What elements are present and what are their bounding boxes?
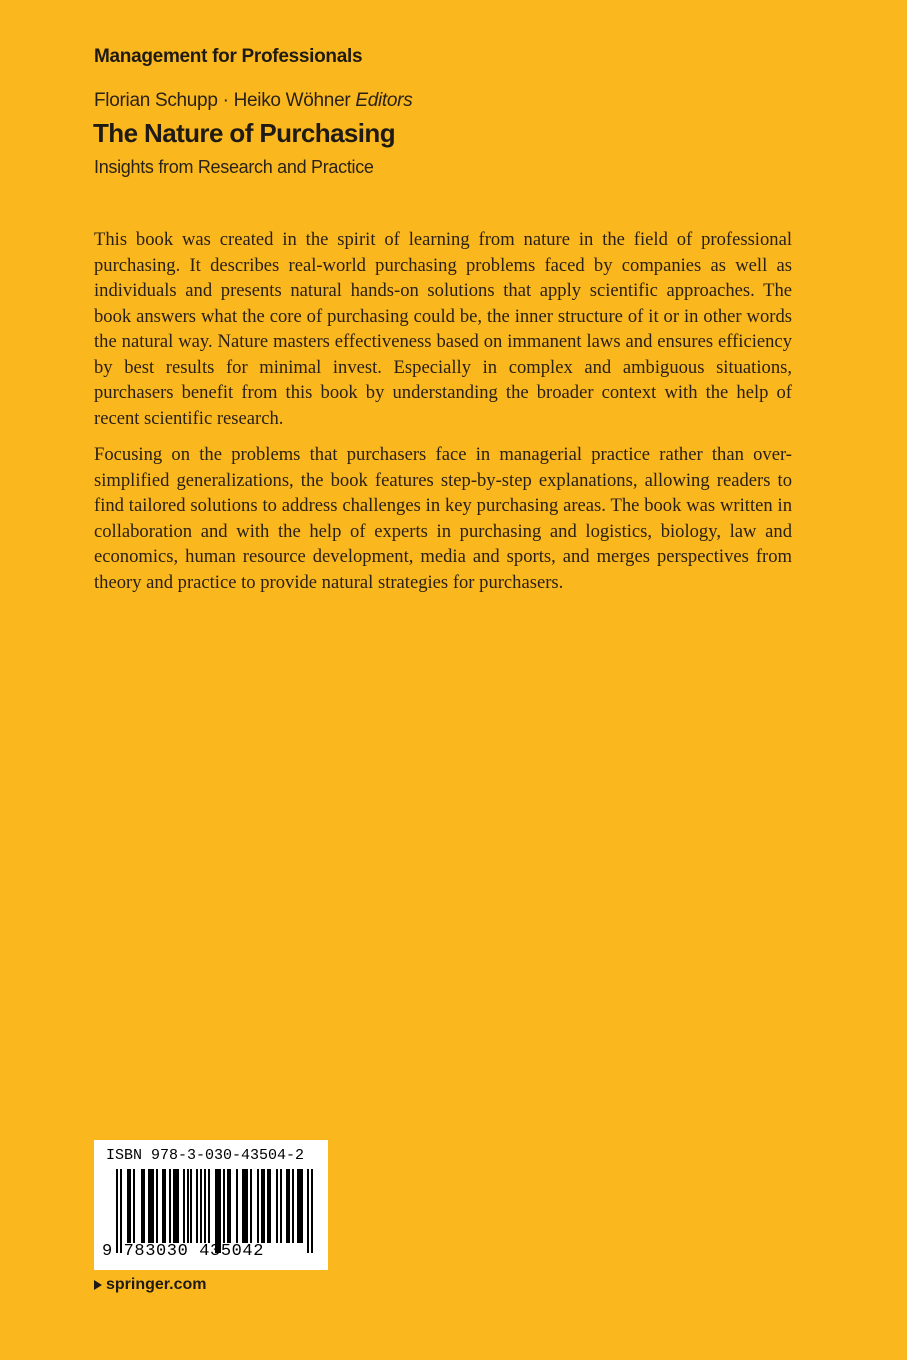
barcode-bar xyxy=(164,1169,166,1243)
description-paragraph: This book was created in the spirit of learning from nature in the field of professional purchasing. It describes real-world purchasing problems faced by companies as well as individuals and presents natural hands-on solutions that apply scientific approaches. The book answers what the core of purchasing could be, the inner structure of it or in other words the natural way. Nature masters effectiveness based on immanent laws and ensures efficiency by best results for minimal invest. Especially in complex and ambiguous situations, purchasers benefit from this book by understanding the broader context with the help of recent scientific research. xyxy=(94,229,792,429)
barcode-bar xyxy=(208,1169,210,1243)
barcode-bar xyxy=(223,1169,225,1243)
barcode-bar xyxy=(307,1169,309,1253)
barcode-bar xyxy=(200,1169,202,1243)
barcode-bar xyxy=(219,1169,221,1253)
editor-role: Editors xyxy=(355,90,413,111)
publisher-link[interactable] xyxy=(94,1276,206,1294)
isbn-label: ISBN 978-3-030-43504-2 xyxy=(106,1147,305,1164)
barcode-bar xyxy=(280,1169,282,1243)
description-paragraph: Focusing on the problems that purchasers face in managerial practice rather than over-simplified generalizations, the book features step-by-step explanations, allowing readers to find tailored solutions to address challenges in key purchasing areas. The book was written in collaboration and with the help of experts in purchasing and logistics, biology, law and economics, human resource development, media and sports, and merges perspectives from theory and practice to provide natural strategies for purchasers. xyxy=(94,444,792,593)
barcode-bar xyxy=(204,1169,206,1243)
barcode-bar xyxy=(133,1169,135,1243)
barcode-bar xyxy=(143,1169,145,1243)
barcode-bar xyxy=(288,1169,290,1243)
barcode-digits: 9 783030 435042 xyxy=(102,1242,265,1261)
arrow-right-icon xyxy=(94,1280,102,1290)
barcode-bar xyxy=(196,1169,198,1243)
barcode-bar xyxy=(236,1169,238,1243)
barcode-bar xyxy=(257,1169,259,1243)
barcode-bar xyxy=(292,1169,294,1243)
isbn-barcode xyxy=(94,1140,328,1270)
barcode-bar xyxy=(229,1169,231,1243)
barcode-bar xyxy=(246,1169,248,1243)
publisher-link-label: springer.com xyxy=(106,1276,207,1293)
barcode-bar xyxy=(311,1169,313,1253)
barcode-bar xyxy=(263,1169,265,1243)
barcode-bar xyxy=(301,1169,303,1243)
barcode-bar xyxy=(276,1169,278,1243)
barcode-bar xyxy=(269,1169,271,1243)
barcode-bar xyxy=(152,1169,154,1243)
barcode-bar xyxy=(156,1169,158,1243)
book-title: The Nature of Purchasing xyxy=(93,118,395,148)
series-title: Management for Professionals xyxy=(94,46,363,67)
editor-names: Florian Schupp · Heiko Wöhner xyxy=(94,90,351,111)
barcode-bars xyxy=(116,1169,314,1243)
barcode-bar xyxy=(169,1169,171,1243)
barcode-bar xyxy=(129,1169,131,1243)
barcode-bar xyxy=(116,1169,118,1253)
book-description xyxy=(94,227,792,606)
editors-line xyxy=(94,90,412,112)
barcode-bar xyxy=(120,1169,122,1253)
barcode-bar xyxy=(250,1169,252,1243)
barcode-bar xyxy=(190,1169,192,1243)
barcode-bar xyxy=(177,1169,179,1243)
barcode-bar xyxy=(183,1169,185,1243)
book-subtitle: Insights from Research and Practice xyxy=(94,157,374,177)
